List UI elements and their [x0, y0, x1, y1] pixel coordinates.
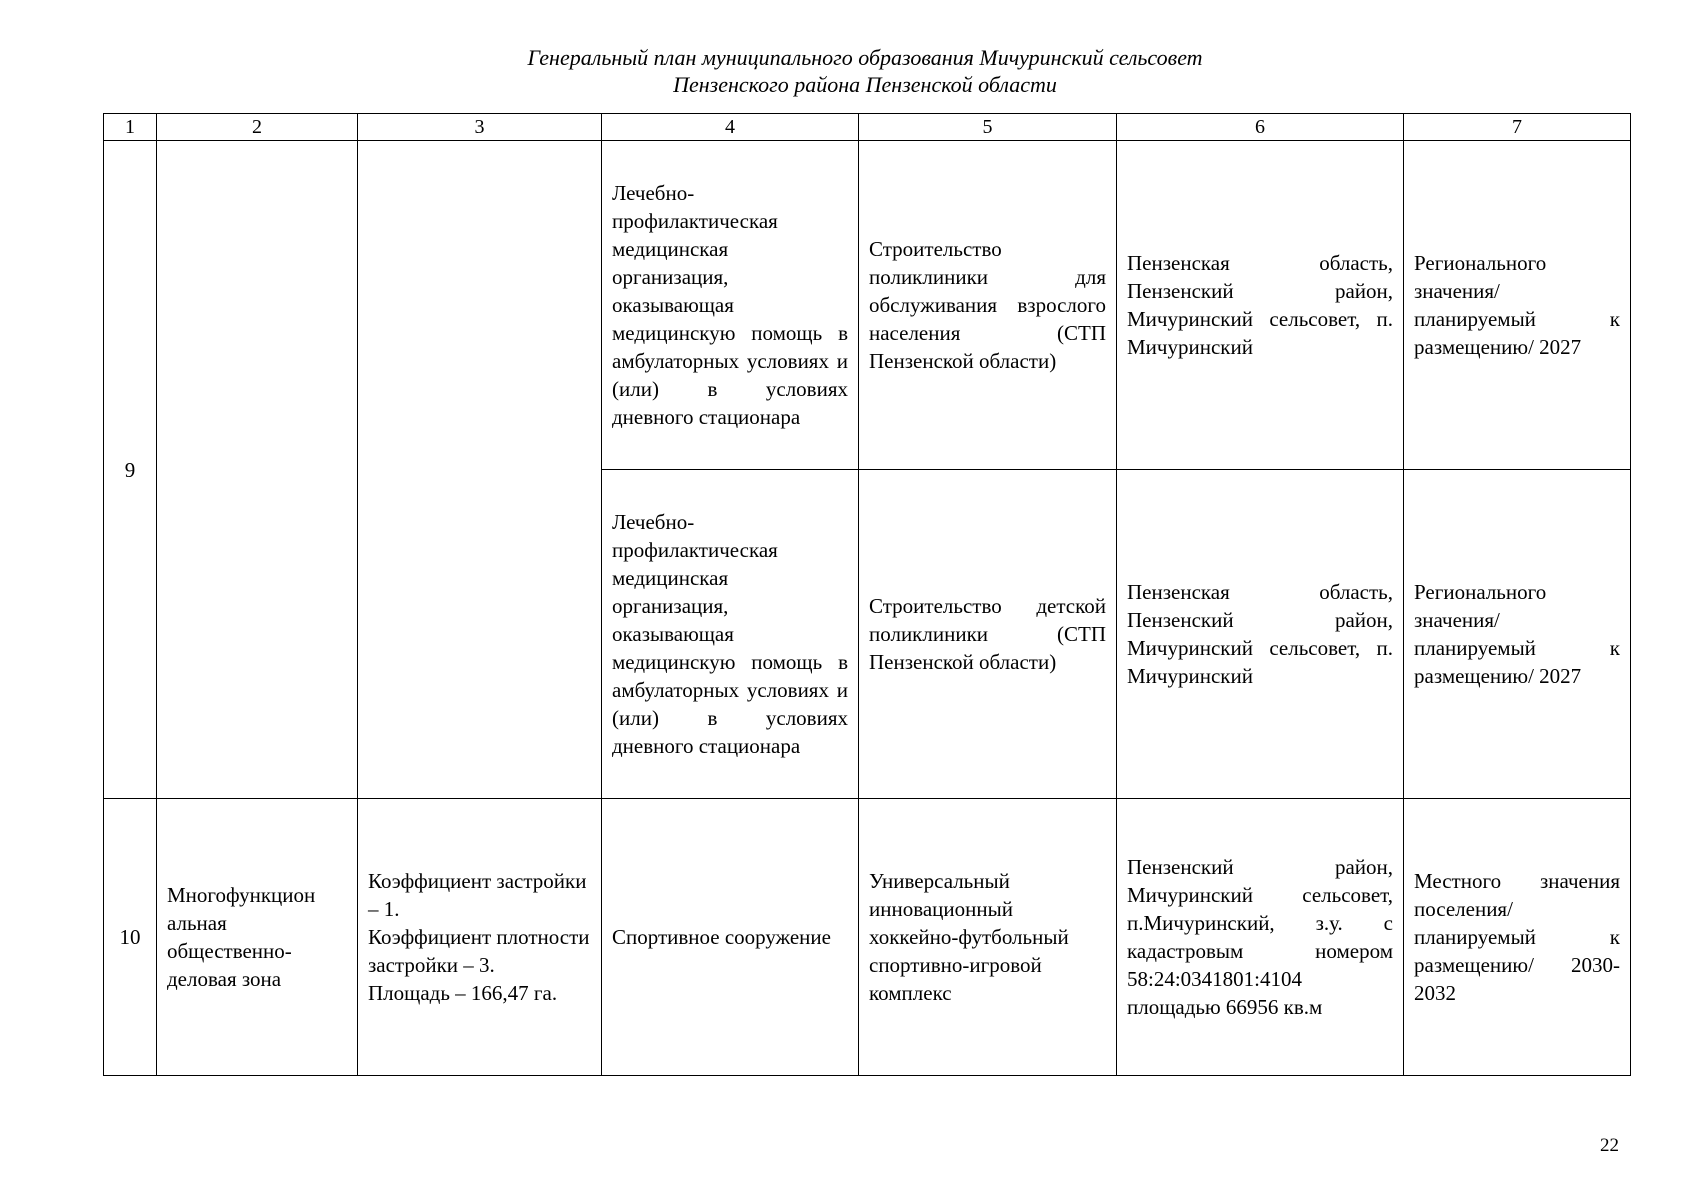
params-cell	[358, 141, 602, 799]
table-row	[104, 141, 1631, 470]
object-type-cell: Спортивное сооружение	[602, 799, 859, 1076]
table-row	[104, 799, 1631, 1076]
planned-objects-table	[103, 113, 1631, 1076]
param-line: Площадь – 166,47 га.	[368, 981, 558, 1005]
status-cell: Регионального значения/ планируемый к размещению/ 2027	[1404, 141, 1631, 470]
row-number-cell: 9	[104, 141, 157, 799]
object-name-cell: Строительство детской поликлиники (СТП Пензенской области)	[859, 470, 1117, 799]
column-number-row	[104, 114, 1631, 141]
column-header: 4	[602, 114, 859, 141]
zone-cell: Многофункцион альная общественно-деловая зона	[157, 799, 358, 1076]
column-header: 6	[1117, 114, 1404, 141]
object-type-cell: Лечебно-профилактическая медицинская организация, оказывающая медицинскую помощь в амбулаторных условиях и (или) в условиях дневного стационара	[602, 141, 859, 470]
page-number: 22	[1600, 1135, 1619, 1156]
status-cell: Местного значения поселения/ планируемый к размещению/ 2030-2032	[1404, 799, 1631, 1076]
location-cell: Пензенская область, Пензенский район, Мичуринский сельсовет, п. Мичуринский	[1117, 141, 1404, 470]
object-name-cell: Универсальный инновационный хоккейно-футбольный спортивно-игровой комплекс	[859, 799, 1117, 1076]
object-name-cell: Строительство поликлиники для обслуживания взрослого населения (СТП Пензенской области)	[859, 141, 1117, 470]
column-header: 5	[859, 114, 1117, 141]
column-header: 3	[358, 114, 602, 141]
param-line: Коэффициент застройки – 1.	[368, 869, 587, 921]
header-line-2: Пензенского района Пензенской области	[673, 72, 1057, 97]
zone-cell	[157, 141, 358, 799]
column-header: 2	[157, 114, 358, 141]
column-header: 1	[104, 114, 157, 141]
params-cell	[358, 799, 602, 1076]
status-cell: Регионального значения/ планируемый к размещению/ 2027	[1404, 470, 1631, 799]
param-line: Коэффициент плотности застройки – 3.	[368, 925, 590, 977]
row-number-cell: 10	[104, 799, 157, 1076]
location-cell: Пензенский район, Мичуринский сельсовет, п.Мичуринский, з.у. с кадастровым номером 58:24:0341801:4104 площадью 66956 кв.м	[1117, 799, 1404, 1076]
document-header	[0, 44, 1697, 98]
location-cell: Пензенская область, Пензенский район, Мичуринский сельсовет, п. Мичуринский	[1117, 470, 1404, 799]
object-type-cell: Лечебно-профилактическая медицинская организация, оказывающая медицинскую помощь в амбулаторных условиях и (или) в условиях дневного стационара	[602, 470, 859, 799]
header-line-1: Генеральный план муниципального образования Мичуринский сельсовет	[527, 45, 1203, 70]
column-header: 7	[1404, 114, 1631, 141]
